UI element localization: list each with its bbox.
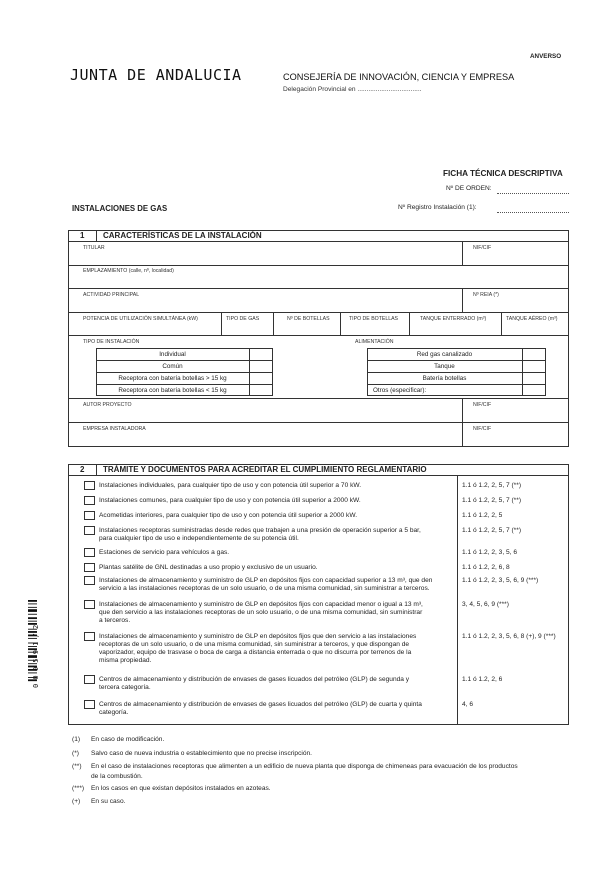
autor-nif-field[interactable] — [466, 409, 566, 421]
requirement-documents: 1.1 ó 1.2, 2, 6 — [462, 676, 503, 683]
actividad-label: ACTIVIDAD PRINCIPAL — [83, 292, 140, 298]
requirement-checkbox[interactable] — [84, 675, 95, 684]
requirement-checkbox[interactable] — [84, 576, 95, 585]
requirement-text: Acometidas interiores, para cualquier tipo de uso y con potencia útil superior a 2000 kW. — [99, 512, 358, 519]
alim-option-red: Red gas canalizado — [416, 351, 473, 358]
footnote-mark: (*) — [72, 750, 79, 757]
footnote-mark: (**) — [72, 763, 82, 770]
autor-nif-label: NIF/CIF — [473, 402, 492, 408]
requirement-documents: 1.1 ó 1.2, 2, 3, 5, 6, 9 (***) — [462, 577, 539, 584]
empresa-nif-label: NIF/CIF — [473, 426, 492, 432]
requirement-checkbox[interactable] — [84, 700, 95, 709]
requirement-text: Estaciones de servicio para vehículos a gas. — [99, 549, 230, 556]
alim-check-red[interactable] — [523, 349, 545, 360]
footnote-text: En su caso. — [91, 798, 126, 805]
requirement-text: tercera categoría. — [99, 684, 151, 691]
requirement-text: a terceros. — [99, 617, 131, 624]
requirement-checkbox[interactable] — [84, 632, 95, 641]
requirement-checkbox[interactable] — [84, 526, 95, 535]
tipo-option-bateria-mayor: Receptora con batería botellas > 15 kg — [118, 375, 227, 382]
empresa-field[interactable] — [80, 433, 458, 445]
requirement-text: Instalaciones de almacenamiento y suministro de GLP en depósitos fijos con capacidad superior a 13 m³, que den — [99, 577, 433, 584]
footnote-text: En el caso de instalaciones receptoras que alimenten a un edificio de nueva planta que disponga de chimeneas para evacuación de los productos — [91, 763, 518, 770]
requirement-text: Instalaciones individuales, para cualquier tipo de uso y con potencia útil superior a 70 kW. — [99, 482, 362, 489]
department-name: CONSEJERÍA DE INNOVACIÓN, CIENCIA Y EMPRESA — [283, 72, 515, 82]
alimentacion-label: ALIMENTACIÓN — [355, 339, 394, 345]
emplazamiento-field[interactable] — [80, 275, 565, 287]
requirement-documents: 1.1 ó 1.2, 2, 5 — [462, 512, 503, 519]
requirement-documents: 1.1 ó 1.2, 2, 5, 7 (**) — [462, 497, 522, 504]
requirement-checkbox[interactable] — [84, 563, 95, 572]
section2-number: 2 — [80, 465, 85, 474]
requirement-documents: 3, 4, 5, 6, 9 (***) — [462, 601, 509, 608]
titular-label: TITULAR — [83, 245, 105, 251]
emplazamiento-label: EMPLAZAMIENTO (calle, nº, localidad) — [83, 268, 174, 274]
footnote-text: En caso de modificación. — [91, 736, 165, 743]
tipo-check-individual[interactable] — [250, 349, 272, 360]
reia-label: Nº REIA (*) — [473, 292, 499, 298]
tipo-check-bateria-mayor[interactable] — [250, 373, 272, 384]
barcode-number: 0 0 0 5 9 1 / 2 — [32, 624, 40, 689]
tipo-option-bateria-menor: Receptora con batería botellas < 15 kg — [118, 387, 227, 394]
requirement-text: Instalaciones de almacenamiento y suministro de GLP en depósitos fijos con capacidad menor o igual a 13 m³, — [99, 601, 423, 608]
form-subject: INSTALACIONES DE GAS — [72, 204, 168, 213]
section1-number: 1 — [80, 231, 85, 240]
reia-field[interactable] — [466, 299, 566, 311]
autor-label: AUTOR PROYECTO — [83, 402, 132, 408]
requirement-text: que den servicio a las instalaciones receptoras de un solo usuario, o de una misma comunidad, sin suministrar — [99, 609, 423, 616]
potencia-label: POTENCIA DE UTILIZACIÓN SIMULTÁNEA (kW) — [83, 316, 198, 322]
alim-check-otros[interactable] — [523, 385, 545, 396]
tipo-check-comun[interactable] — [250, 361, 272, 372]
registry-field[interactable] — [497, 204, 569, 213]
empresa-nif-field[interactable] — [466, 433, 566, 445]
footnote-mark: (1) — [72, 736, 81, 743]
requirement-text: Instalaciones comunes, para cualquier tipo de uso y con potencia útil superior a 2000 kW. — [99, 497, 361, 504]
tipo-check-bateria-menor[interactable] — [250, 385, 272, 396]
section1-title: CARACTERÍSTICAS DE LA INSTALACIÓN — [103, 231, 262, 240]
alim-option-bateria: Batería botellas — [422, 375, 467, 382]
footnote-mark: (+) — [72, 798, 81, 805]
requirement-text: servicio a las instalaciones receptoras de un solo usuario, o de una misma comunidad, sin suministrar a terceros. — [99, 585, 430, 592]
requirement-text: Centros de almacenamiento y distribución de envases de gases licuados del petróleo (GLP) de segunda y — [99, 676, 410, 683]
footnote-text: En los casos en que existan depósitos instalados en azoteas. — [91, 785, 271, 792]
requirement-documents: 4, 6 — [462, 701, 473, 708]
requirement-checkbox[interactable] — [84, 496, 95, 505]
titular-nif-field[interactable] — [466, 252, 566, 264]
requirement-documents: 1.1 ó 1.2, 2, 5, 7 (**) — [462, 482, 522, 489]
alim-option-otros: Otros (especificar): — [373, 387, 427, 394]
requirement-text: Plantas satélite de GNL destinadas a uso propio y exclusivo de un usuario. — [99, 564, 318, 571]
requirement-documents: 1.1 ó 1.2, 2, 3, 5, 6, 8 (+), 9 (***) — [462, 633, 556, 640]
tipo-gas-label: TIPO DE GAS — [226, 316, 260, 322]
requirement-text: receptoras de un solo usuario, o de una misma comunidad, sin suministrar a terceros, y que dispongan de — [99, 641, 410, 648]
footnote-text: Salvo caso de nueva industria o establecimiento que no precise inscripción. — [91, 750, 313, 757]
titular-field[interactable] — [80, 252, 458, 264]
requirement-text: Instalaciones de almacenamiento y suministro de GLP en depósitos fijos que den servicio a las instalaciones — [99, 633, 417, 640]
actividad-field[interactable] — [80, 299, 458, 311]
titular-nif-label: NIF/CIF — [473, 245, 492, 251]
tanque-enterrado-label: TANQUE ENTERRADO (m³) — [420, 316, 487, 322]
side-label: ANVERSO — [530, 53, 562, 60]
requirement-checkbox[interactable] — [84, 511, 95, 520]
requirement-text: para cualquier tipo de uso e independientemente de su potencia útil. — [99, 535, 299, 542]
tanque-aereo-label: TANQUE AÉREO (m³) — [506, 316, 558, 322]
tipo-botellas-label: TIPO DE BOTELLAS — [349, 316, 399, 322]
requirement-documents: 1.1 ó 1.2, 2, 3, 5, 6 — [462, 549, 517, 556]
empresa-label: EMPRESA INSTALADORA — [83, 426, 146, 432]
autor-field[interactable] — [80, 409, 458, 421]
alim-option-tanque: Tanque — [434, 363, 455, 370]
requirement-text: Centros de almacenamiento y distribución de envases de gases licuados del petróleo (GLP) de cuarta y quinta — [99, 701, 422, 708]
org-name: JUNTA DE ANDALUCIA — [70, 66, 242, 84]
requirement-text: vaporizador, equipo de trasvase o boca de carga a distancia enterrada o que no discurra por terrenos de la — [99, 649, 412, 656]
num-botellas-label: Nº DE BOTELLAS — [287, 316, 330, 322]
tipo-option-individual: Individual — [159, 351, 186, 358]
requirement-checkbox[interactable] — [84, 548, 95, 557]
form-title: FICHA TÉCNICA DESCRIPTIVA — [443, 169, 563, 178]
order-field[interactable] — [497, 185, 569, 194]
requirement-documents: 1.1 ó 1.2, 2, 6, 8 — [462, 564, 510, 571]
requirement-text: categoría. — [99, 709, 129, 716]
order-label: Nº DE ORDEN: — [446, 185, 492, 192]
registry-label: Nº Registro Instalación (1): — [398, 204, 477, 211]
footnote-mark: (***) — [72, 785, 85, 792]
requirement-text: misma propiedad. — [99, 657, 152, 664]
alim-check-tanque[interactable] — [523, 361, 545, 372]
tipo-instalacion-label: TIPO DE INSTALACIÓN — [83, 339, 140, 345]
delegation-line: Delegación Provincial en ................................... — [283, 86, 422, 93]
footnote-text: de la combustión. — [91, 773, 143, 780]
requirement-checkbox[interactable] — [84, 481, 95, 490]
requirement-text: Instalaciones receptoras suministradas desde redes que trabajen a una presión de operación superior a 5 bar, — [99, 527, 421, 534]
tipo-option-comun: Común — [162, 363, 183, 370]
section2-title: TRÁMITE Y DOCUMENTOS PARA ACREDITAR EL CUMPLIMIENTO REGLAMENTARIO — [103, 465, 427, 474]
requirement-documents: 1.1 ó 1.2, 2, 5, 7 (**) — [462, 527, 522, 534]
alim-check-bateria[interactable] — [523, 373, 545, 384]
requirement-checkbox[interactable] — [84, 600, 95, 609]
